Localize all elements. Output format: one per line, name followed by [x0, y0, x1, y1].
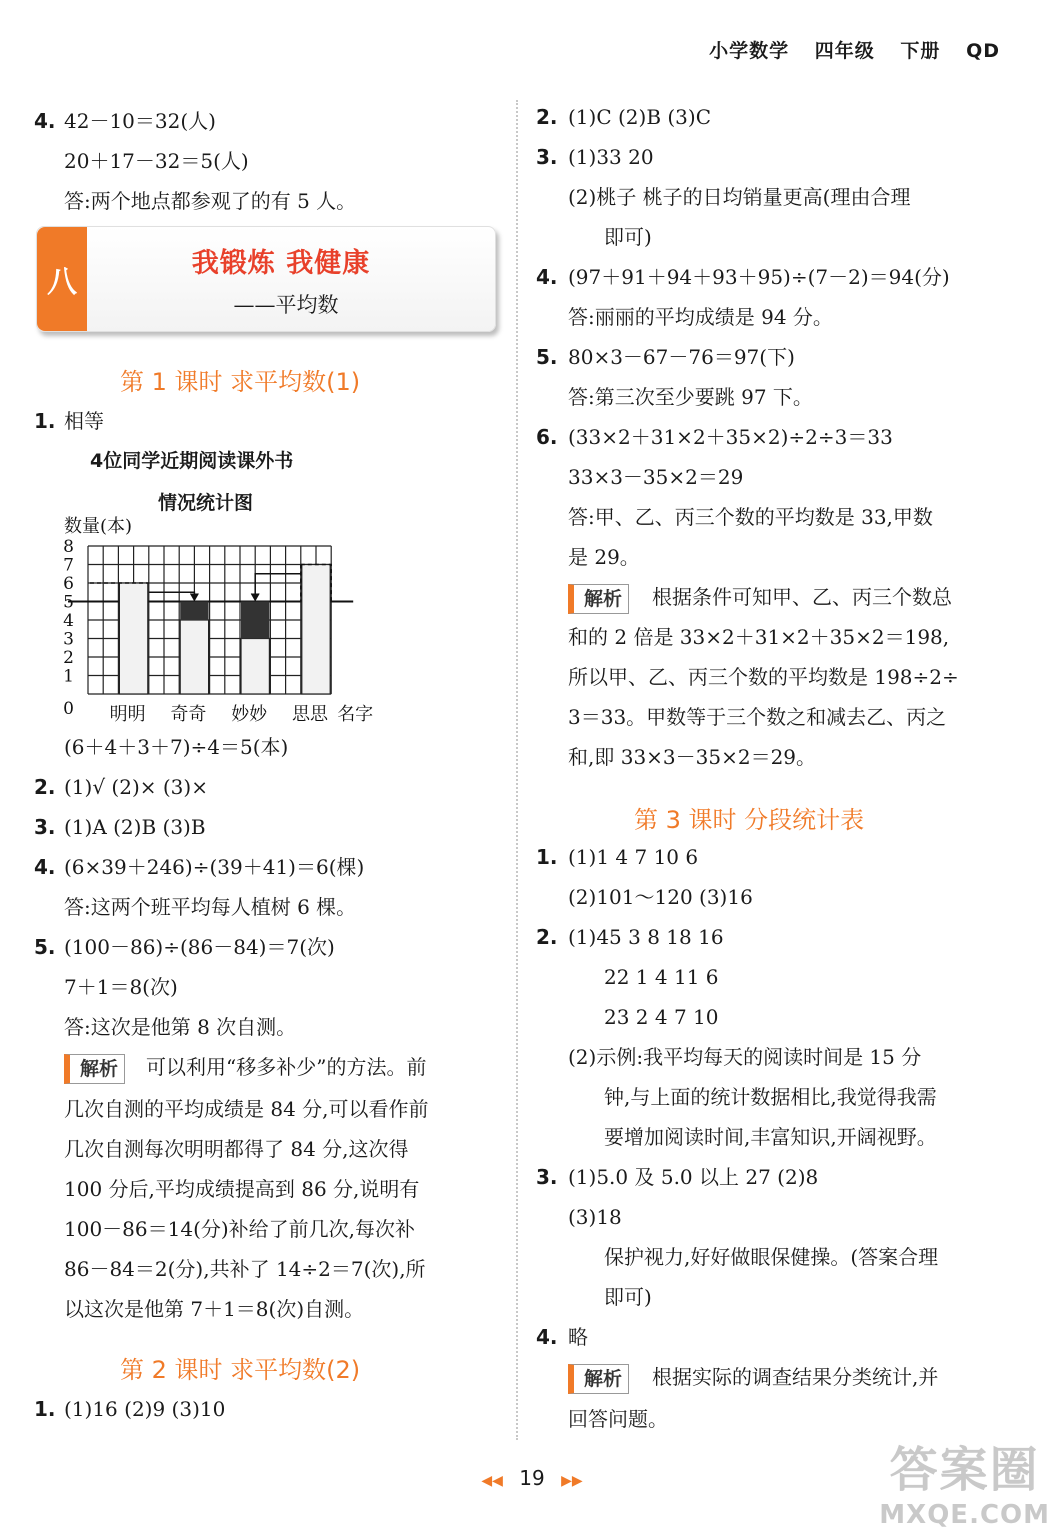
answer-line: 20＋17－32＝5(人) — [64, 149, 249, 173]
answer-line: 22 1 4 11 6 — [604, 965, 719, 989]
answer-line: 80×3－67－76＝97(下) — [568, 345, 795, 369]
bar — [119, 583, 147, 694]
answer-line: (1)16 (2)9 (3)10 — [64, 1397, 226, 1421]
analysis-line: 86－84＝2(分),共补了 14÷2＝7(次),所 — [64, 1257, 426, 1281]
answer-line: (2)101～120 (3)16 — [568, 885, 753, 909]
answer-line: (3)18 — [568, 1205, 622, 1229]
question-number: 1. — [34, 409, 56, 433]
analysis-line: 100－86＝14(分)补给了前几次,每次补 — [64, 1217, 416, 1241]
lesson-heading: 第 2 课时 求平均数(2) — [120, 1356, 361, 1384]
answer-line: (6＋4＋3＋7)÷4＝5(本) — [64, 735, 289, 759]
analysis-line: 根据实际的调查结果分类统计,并 — [652, 1365, 939, 1389]
unit-subtitle: ——平均数 — [233, 293, 339, 317]
watermark-url: MXQE.COM — [879, 1500, 1050, 1530]
answer-line: 答:两个地点都参观了的有 5 人。 — [64, 189, 357, 213]
answer-line: 钟,与上面的统计数据相比,我觉得我需 — [604, 1085, 937, 1109]
moved-part — [241, 602, 269, 639]
y-tick-label: 4 — [63, 611, 74, 631]
question-number: 5. — [536, 345, 558, 369]
y-tick-label: 6 — [63, 574, 74, 594]
analysis-line: 根据条件可知甲、乙、丙三个数总 — [652, 585, 952, 609]
question-number: 2. — [34, 775, 56, 799]
lesson-heading: 第 3 课时 分段统计表 — [634, 806, 865, 834]
question-number: 5. — [34, 935, 56, 959]
y-tick-label: 8 — [63, 537, 74, 557]
analysis-tag: 解析 — [568, 584, 629, 614]
answer-line: (2)桃子 桃子的日均销量更高(理由合理 — [568, 185, 911, 209]
answer-line: 7＋1＝8(次) — [64, 975, 178, 999]
analysis-line: 以这次是他第 7＋1＝8(次)自测。 — [64, 1297, 365, 1321]
analysis-line: 几次自测每次明明都得了 84 分,这次得 — [64, 1137, 409, 1161]
x-category-label: 明明 — [109, 704, 146, 725]
answer-line: 答:第三次至少要跳 97 下。 — [568, 385, 813, 409]
answer-line: 42－10＝32(人) — [64, 109, 216, 133]
y-tick-label: 2 — [63, 648, 74, 668]
analysis-line: 可以利用“移多补少”的方法。前 — [146, 1055, 427, 1079]
y-tick-label: 1 — [63, 666, 74, 687]
answer-line: (1)45 3 8 18 16 — [568, 925, 724, 949]
x-axis-label: 名字 — [337, 704, 374, 725]
answer-line: 是 29。 — [568, 545, 640, 569]
answer-line: 相等 — [64, 409, 104, 433]
analysis-line: 几次自测的平均成绩是 84 分,可以看作前 — [64, 1097, 429, 1121]
y-tick-label: 3 — [63, 629, 74, 650]
question-number: 3. — [34, 815, 56, 839]
answer-line: (33×2＋31×2＋35×2)÷2÷3＝33 — [568, 425, 893, 449]
analysis-line: 和,即 33×3－35×2＝29。 — [568, 745, 817, 769]
answer-line: (1)A (2)B (3)B — [64, 815, 206, 839]
unit-banner — [36, 226, 496, 332]
answer-line: 答:这次是他第 8 次自测。 — [64, 1015, 297, 1039]
answer-line: (100－86)÷(86－84)＝7(次) — [64, 935, 335, 959]
chart-title: 4位同学近期阅读课外书 — [90, 450, 294, 472]
answer-line: (6×39＋246)÷(39＋41)＝6(棵) — [64, 855, 365, 879]
header-volume: 下册 — [900, 40, 941, 62]
y-axis-label: 数量(本) — [64, 516, 133, 537]
prev-page-icon: ◀◀ — [481, 1473, 503, 1489]
answer-line: 答:这两个班平均每人植树 6 棵。 — [64, 895, 357, 919]
column-divider — [516, 100, 518, 1440]
x-category-label: 奇奇 — [170, 704, 207, 725]
moved-part — [180, 602, 208, 621]
move-arrow — [149, 592, 195, 598]
question-number: 6. — [536, 425, 558, 449]
header-grade: 四年级 — [814, 40, 875, 62]
unit-number: 八 — [37, 227, 87, 331]
question-number: 4. — [536, 265, 558, 289]
x-category-label: 思思 — [292, 704, 328, 725]
bar — [180, 620, 208, 694]
analysis-line: 回答问题。 — [568, 1407, 668, 1431]
header-edition: QD — [966, 40, 1000, 62]
question-number: 3. — [536, 145, 558, 169]
answer-line: 33×3－35×2＝29 — [568, 465, 744, 489]
answer-line: 保护视力,好好做眼保健操。(答案合理 — [604, 1245, 939, 1269]
question-number: 4. — [34, 855, 56, 879]
answer-line: (1)5.0 及 5.0 以上 27 (2)8 — [568, 1165, 819, 1189]
answer-line: (1)33 20 — [568, 145, 654, 169]
watermark-logo: 答案圈 — [889, 1442, 1040, 1498]
answer-line: 答:甲、乙、丙三个数的平均数是 33,甲数 — [568, 505, 933, 529]
answer-line: 答:丽丽的平均成绩是 94 分。 — [568, 305, 833, 329]
arrow-head-icon — [190, 594, 198, 601]
chart-subtitle: 情况统计图 — [158, 492, 254, 514]
page-header — [691, 36, 1000, 63]
answer-line: (2)示例:我平均每天的阅读时间是 15 分 — [568, 1045, 922, 1069]
x-category-label: 妙妙 — [231, 704, 268, 725]
y-tick-label: 0 — [63, 699, 74, 719]
analysis-tag: 解析 — [568, 1364, 629, 1394]
answer-line: (1)C (2)B (3)C — [568, 105, 712, 129]
question-number: 4. — [536, 1325, 558, 1349]
unit-title: 我锻炼 我健康 — [191, 248, 371, 279]
question-number: 1. — [34, 1397, 56, 1421]
answer-line: (1)√ (2)× (3)× — [64, 775, 208, 799]
arrow-head-icon — [251, 594, 259, 601]
answer-line: (97＋91＋94＋93＋95)÷(7－2)＝94(分) — [568, 265, 950, 289]
question-number: 1. — [536, 845, 558, 869]
analysis-tag: 解析 — [64, 1054, 125, 1084]
analysis-line: 所以甲、乙、丙三个数的平均数是 198÷2÷ — [568, 665, 959, 689]
question-number: 2. — [536, 105, 558, 129]
bar — [302, 565, 330, 695]
question-number: 4. — [34, 109, 56, 133]
header-subject: 小学数学 — [709, 40, 790, 62]
answer-line: 即可) — [604, 225, 652, 249]
bar — [241, 639, 269, 695]
answer-line: 即可) — [604, 1285, 652, 1309]
question-number: 2. — [536, 925, 558, 949]
question-number: 3. — [536, 1165, 558, 1189]
analysis-line: 和的 2 倍是 33×2＋31×2＋35×2＝198, — [568, 625, 950, 649]
watermark — [879, 1431, 1050, 1530]
analysis-line: 100 分后,平均成绩提高到 86 分,说明有 — [64, 1177, 420, 1201]
answer-line: 要增加阅读时间,丰富知识,开阔视野。 — [604, 1125, 937, 1149]
move-arrow — [255, 574, 301, 599]
answer-line: (1)1 4 7 10 6 — [568, 845, 699, 869]
next-page-icon: ▶▶ — [561, 1473, 583, 1489]
page-number: 19 — [519, 1466, 545, 1490]
lesson-heading: 第 1 课时 求平均数(1) — [120, 368, 361, 396]
answer-line: 略 — [568, 1325, 588, 1349]
analysis-line: 3＝33。甲数等于三个数之和减去乙、丙之 — [568, 705, 947, 729]
answer-line: 23 2 4 7 10 — [604, 1005, 719, 1029]
y-tick-label: 5 — [63, 592, 74, 613]
y-tick-label: 7 — [63, 555, 74, 576]
bar-chart — [50, 512, 374, 725]
